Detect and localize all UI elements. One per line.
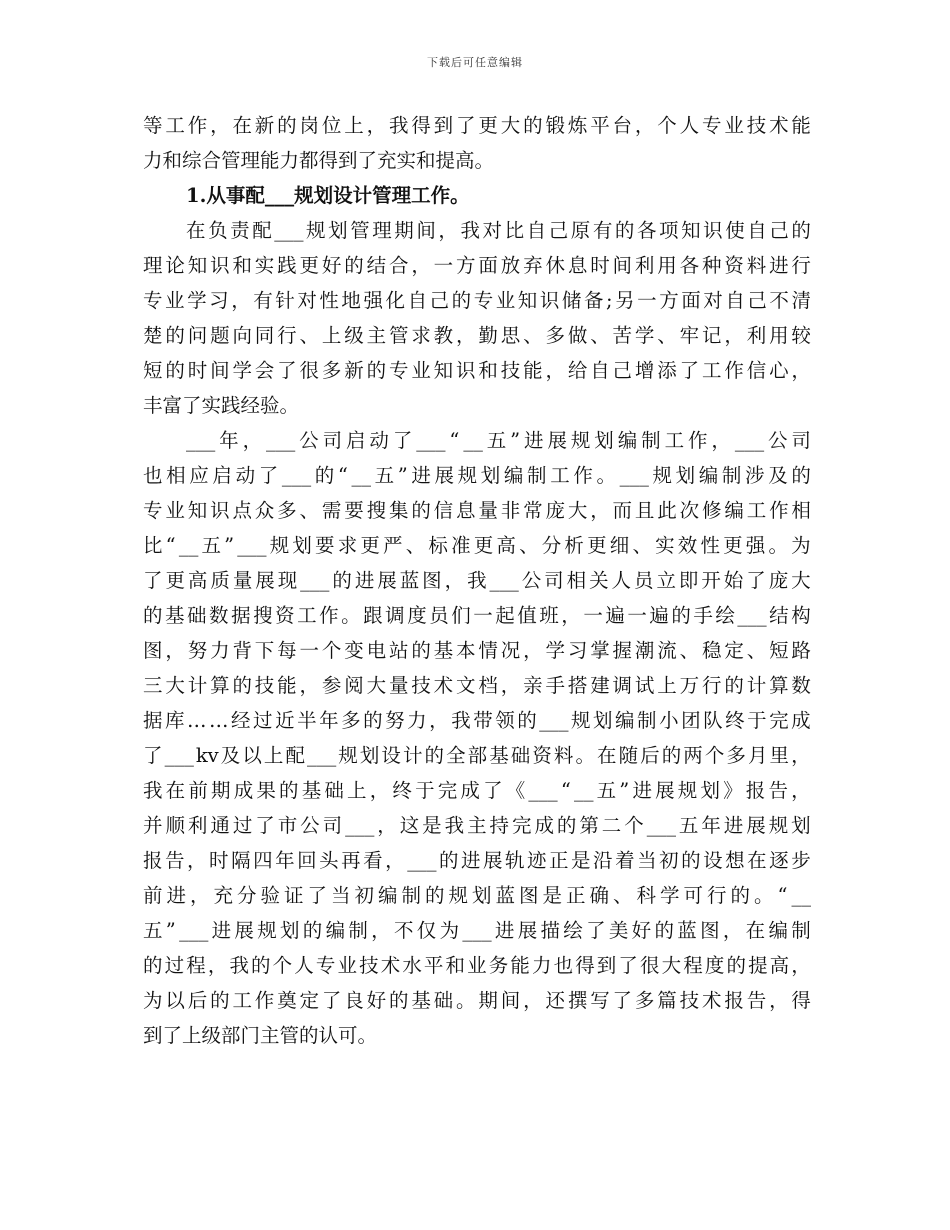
text-line: ___ 年 ， ___ 公 司 启 动 了 ___ “ __ 五 ” 进 展 规 划 编 制 工 作 ， ___ 公 司 [186, 429, 811, 452]
text-line: 并 顺 利 通 过 了 市 公 司 ___ ， 这 是 我 主 持 完 成 的 第 二 个 ___ 五 年 进 展 规 划 [143, 814, 811, 837]
text-line: 前 进 ， 充 分 验 证 了 当 初 编 制 的 规 划 蓝 图 是 正 确 、 科 学 可 行 的 。 “ __ [143, 884, 811, 907]
text-line: 的 过 程 ， 我 的 个 人 专 业 技 术 水 平 和 业 务 能 力 也 得 到 了 很 大 程 度 的 提 高 ， [143, 954, 811, 977]
text-line: 了 更 高 质 量 展 现 ___ 的 进 展 蓝 图 ， 我 ___ 公 司 相 关 人 员 立 即 开 始 了 庞 大 [143, 569, 811, 592]
text-line: 图 ， 努 力 背 下 每 一 个 变 电 站 的 基 本 情 况 ， 学 习 掌 握 潮 流 、 稳 定 、 短 路 [143, 639, 811, 662]
text-line: 专 业 知 识 点 众 多 、 需 要 搜 集 的 信 息 量 非 常 庞 大 ， 而 且 此 次 修 编 工 作 相 [143, 499, 811, 522]
text-line: 短 的 时 间 学 会 了 很 多 新 的 专 业 知 识 和 技 能 ， 给 自 己 增 添 了 工 作 信 心 ， [143, 359, 811, 382]
document-body [143, 108, 811, 1053]
text-line: 报 告 ， 时 隔 四 年 回 头 再 看 ， ___ 的 进 展 轨 迹 正 是 沿 着 当 初 的 设 想 在 逐 步 [143, 849, 811, 872]
text-line: 丰富了实践经验。 [143, 394, 300, 417]
section-heading: 1.从事配___规划设计管理工作。 [186, 184, 470, 207]
text-line: 力和综合管理能力都得到了充实和提高。 [143, 149, 495, 172]
text-line: 我 在 前 期 成 果 的 基 础 上 ， 终 于 完 成 了 《 ___ “ __ 五 ” 进 展 规 划 》 报 告 ， [143, 779, 811, 802]
text-line: 也 相 应 启 动 了 ___ 的 “ __ 五 ” 进 展 规 划 编 制 工 作 。 ___ 规 划 编 制 涉 及 的 [143, 464, 811, 487]
text-line: 楚 的 问 题 向 同 行 、 上 级 主 管 求 教 ， 勤 思 、 多 做 、 苦 学 、 牢 记 ， 利 用 较 [143, 324, 811, 347]
text-line: 等 工 作 ， 在 新 的 岗 位 上 ， 我 得 到 了 更 大 的 锻 炼 平 台 ， 个 人 专 业 技 术 能 [143, 114, 811, 137]
text-line: 了 ___ kv 及 以 上 配 ___ 规 划 设 计 的 全 部 基 础 资 料 。 在 随 后 的 两 个 多 月 里 ， [143, 744, 811, 767]
text-line: 理 论 知 识 和 实 践 更 好 的 结 合 ， 一 方 面 放 弃 休 息 时 间 利 用 各 种 资 料 进 行 [143, 254, 811, 277]
text-line: 在 负 责 配 ___ 规 划 管 理 期 间 ， 我 对 比 自 己 原 有 的 各 项 知 识 使 自 己 的 [186, 219, 811, 242]
text-line: 三 大 计 算 的 技 能 ， 参 阅 大 量 技 术 文 档 ， 亲 手 搭 建 调 试 上 万 行 的 计 算 数 [143, 674, 811, 697]
text-line: 的 基 础 数 据 搜 资 工 作 。 跟 调 度 员 们 一 起 值 班 ， 一 遍 一 遍 的 手 绘 ___ 结 构 [143, 604, 811, 627]
text-line: 为 以 后 的 工 作 奠 定 了 良 好 的 基 础 。 期 间 ， 还 撰 写 了 多 篇 技 术 报 告 ， 得 [143, 989, 811, 1012]
text-line: 五 ” ___ 进 展 规 划 的 编 制 ， 不 仅 为 ___ 进 展 描 绘 了 美 好 的 蓝 图 ， 在 编 制 [143, 919, 811, 942]
page-header: 下载后可任意编辑 [427, 56, 523, 69]
text-line: 到了上级部门主管的认可。 [143, 1024, 378, 1047]
text-line: 比 “ __ 五 ” ___ 规 划 要 求 更 严 、 标 准 更 高 、 分 析 更 细 、 实 效 性 更 强 。 为 [143, 534, 811, 557]
text-line: 专 业 学 习 ， 有 针 对 性 地 强 化 自 己 的 专 业 知 识 储 备 ; 另 一 方 面 对 自 己 不 清 [143, 289, 811, 312]
text-line: 据 库 … … 经 过 近 半 年 多 的 努 力 ， 我 带 领 的 ___ 规 划 编 制 小 团 队 终 于 完 成 [143, 709, 811, 732]
